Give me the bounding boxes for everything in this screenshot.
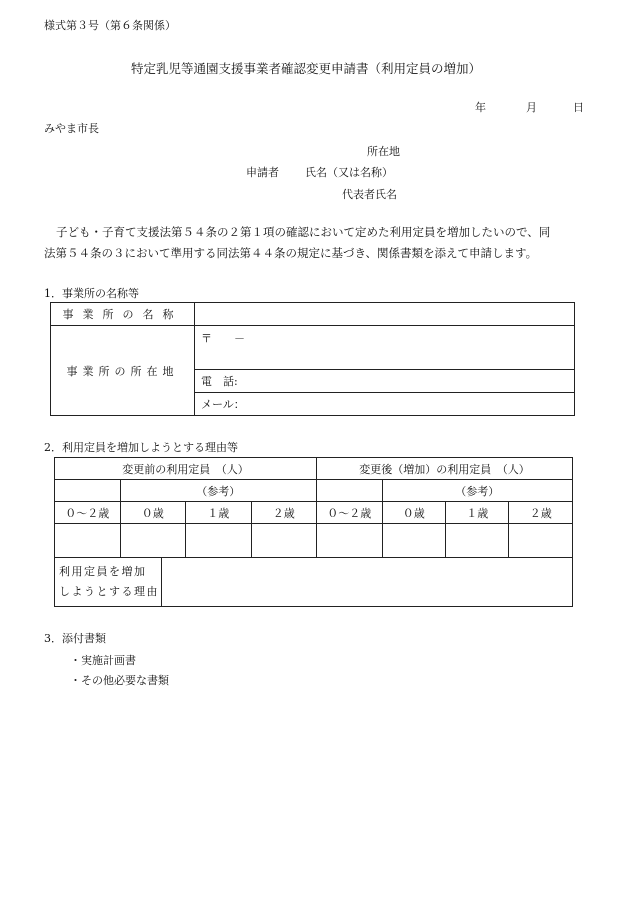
reason-table <box>54 557 573 607</box>
applicant-address-label: 所在地 <box>367 145 400 158</box>
age-col-header: １歳 <box>186 502 252 524</box>
capacity-input[interactable] <box>186 524 252 558</box>
date-year: 年 <box>475 101 486 114</box>
attachment-item: ・実施計画書 <box>70 654 136 667</box>
facility-table <box>50 302 575 416</box>
capacity-input[interactable] <box>55 524 121 558</box>
facility-name-field[interactable] <box>195 303 575 326</box>
attachment-item: ・その他必要な書類 <box>70 674 169 687</box>
age-col-header: １歳 <box>445 502 508 524</box>
age-col-header: ２歳 <box>509 502 573 524</box>
age-col-header: ０歳 <box>382 502 445 524</box>
blank-cell <box>55 480 121 502</box>
before-capacity-header: 変更前の利用定員 （人） <box>55 458 317 480</box>
applicant-label: 申請者 <box>246 166 279 179</box>
body-text-line2: 法第５４条の３において準用する同法第４４条の規定に基づき、関係書類を添えて申請します。 <box>44 246 538 260</box>
ref-before-header: （参考） <box>120 480 317 502</box>
blank-cell <box>317 480 383 502</box>
capacity-input[interactable] <box>382 524 445 558</box>
form-number: 様式第３号（第６条関係） <box>44 19 176 32</box>
capacity-table <box>54 457 573 558</box>
section2-heading: 2．利用定員を増加しようとする理由等 <box>44 441 238 454</box>
after-capacity-header: 変更後（増加）の利用定員 （人） <box>317 458 573 480</box>
age-col-header: ２歳 <box>251 502 317 524</box>
ref-after-header: （参考） <box>382 480 573 502</box>
body-text-line1: 子ども・子育て支援法第５４条の２第１項の確認において定めた利用定員を増加したいので、同 <box>56 225 551 239</box>
age-col-header: ０～２歳 <box>317 502 383 524</box>
email-field[interactable]: メール： <box>195 393 575 416</box>
postal-field[interactable]: 〒 － <box>195 326 575 370</box>
capacity-input[interactable] <box>120 524 186 558</box>
age-col-header: ０歳 <box>120 502 186 524</box>
capacity-input[interactable] <box>317 524 383 558</box>
phone-field[interactable]: 電 話: <box>195 370 575 393</box>
document-title: 特定乳児等通園支援事業者確認変更申請書（利用定員の増加） <box>131 61 482 76</box>
reason-field[interactable] <box>162 558 573 607</box>
applicant-name-label: 氏名（又は名称） <box>305 166 393 179</box>
addressee: みやま市長 <box>44 122 99 135</box>
date-month: 月 <box>526 101 537 114</box>
section3-heading: 3．添付書類 <box>44 632 106 645</box>
capacity-input[interactable] <box>509 524 573 558</box>
facility-location-label: 事業所の所在地 <box>51 326 195 416</box>
date-day: 日 <box>573 101 584 114</box>
reason-label-line2: しようとする理由 <box>59 585 159 598</box>
facility-name-label: 事業所の名称 <box>51 303 195 326</box>
capacity-input[interactable] <box>445 524 508 558</box>
reason-label <box>55 558 162 607</box>
applicant-rep-label: 代表者氏名 <box>342 188 397 201</box>
reason-label-line1: 利用定員を増加 <box>59 565 147 578</box>
section1-heading: 1．事業所の名称等 <box>44 287 139 300</box>
age-col-header: ０～２歳 <box>55 502 121 524</box>
capacity-input[interactable] <box>251 524 317 558</box>
